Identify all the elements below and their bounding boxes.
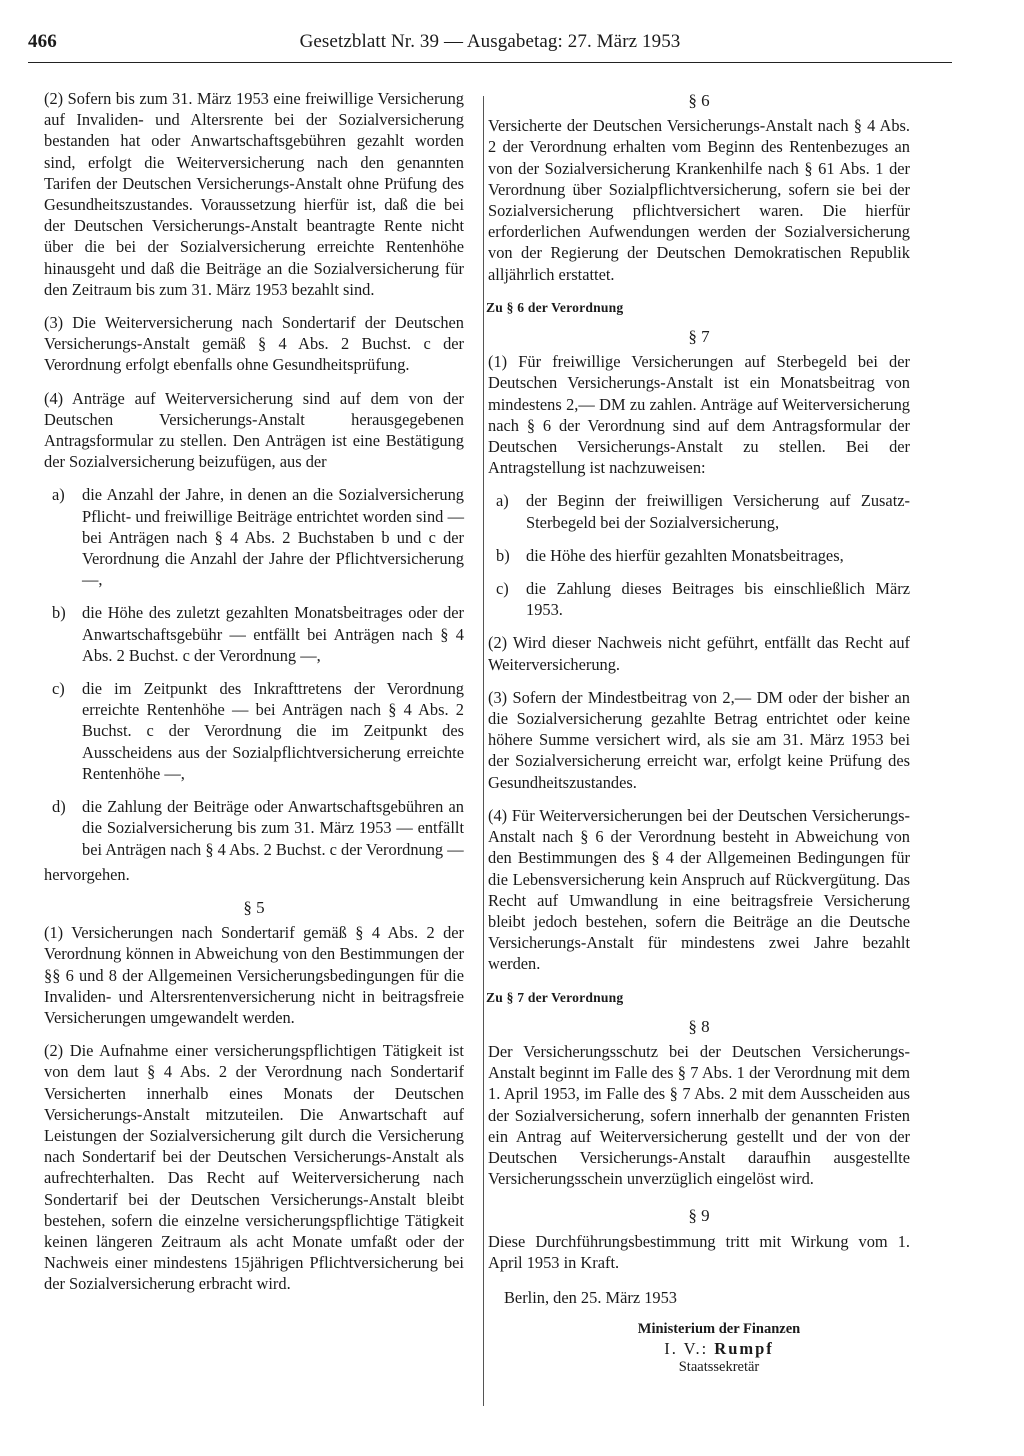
list-label: a) bbox=[52, 485, 65, 505]
subheading-zu-7: Zu § 7 der Verordnung bbox=[486, 989, 624, 1005]
list-text: der Beginn der freiwilligen Versicherung auf Zusatz-Sterbegeld bei der Sozialversicherung, bbox=[526, 491, 910, 532]
header-rule bbox=[28, 62, 952, 63]
paragraph-7-2: (2) Wird dieser Nachweis nicht geführt, entfällt das Recht auf Weiterversicherung. bbox=[488, 633, 910, 674]
list-text: die Zahlung dieses Beitrages bis einschließlich März 1953. bbox=[526, 579, 910, 620]
list-item bbox=[488, 545, 910, 566]
signer-name: Rumpf bbox=[714, 1339, 774, 1359]
right-column bbox=[488, 88, 910, 1377]
paragraph-7-3: (3) Sofern der Mindestbeitrag von 2,— DM oder der bisher an die Sozialversicherung gezahlte Betrag entrichtet oder keine höhere Summe versichert wird, als sie am 31. März 1953 bei der Sozialversicherung erreicht war, erfolgt keine Prüfung des Gesundheitszustandes. bbox=[488, 687, 910, 792]
paragraph-7-1: (1) Für freiwillige Versicherungen auf Sterbegeld bei der Deutschen Versicherungs-Anstalt ist ein Monatsbeitrag von mindestens 2,— DM zu zahlen. Anträge auf Weiterversicherung nach § 6 der Verordnung sind auf dem Antragsformular der Deutschen Versicherungs-Anstalt zu stellen. Bei der Antragstellung ist nachzuweisen: bbox=[488, 352, 910, 478]
list-text: die im Zeitpunkt des Inkrafttretens der Verordnung erreichte Rentenhöhe — bei Anträgen nach § 4 Abs. 2 Buchst. c der Verordnung die im Zeitpunkt des Ausscheidens aus der Sozialpflichtversicherung erreichte Rentenhöhe —, bbox=[82, 679, 464, 783]
ministry-name: Ministerium der Finanzen bbox=[637, 1321, 801, 1338]
section-heading-8: § 8 bbox=[688, 1016, 710, 1036]
place-date: Berlin, den 25. März 1953 bbox=[504, 1287, 677, 1307]
section-heading-9: § 9 bbox=[688, 1206, 710, 1226]
list-closing-text: hervorgehen. bbox=[44, 864, 130, 884]
list-label: a) bbox=[496, 491, 509, 511]
paragraph-6: Versicherte der Deutschen Versicherungs-Anstalt nach § 4 Abs. 2 der Verordnung erhalten vom Beginn des Rentenbezuges an von der Sozialversicherung Krankenhilfe nach § 61 Abs. 1 der Verordnung über Sozialpflichtversicherung, sofern sie bei der Sozialversicherung pflichtversichert waren. Die hierfür erforderlichen Aufwendungen werden der Sozialversicherung von der Regierung der Deutschen Demokratischen Republik alljährlich erstattet. bbox=[488, 116, 910, 284]
list-text: die Höhe des hierfür gezahlten Monatsbeitrages, bbox=[526, 545, 844, 565]
paragraph-9: Diese Durchführungsbestimmung tritt mit Wirkung vom 1. April 1953 in Kraft. bbox=[488, 1231, 910, 1272]
page-header bbox=[28, 28, 952, 56]
section-heading-5: § 5 bbox=[243, 897, 265, 917]
signer-line bbox=[528, 1339, 910, 1358]
paragraph-5-2: (2) Die Aufnahme einer versicherungspflichtigen Tätigkeit ist von dem laut § 4 Abs. 2 der Verordnung nach Sondertarif Versicherten innerhalb eines Monats der Deutschen Versicherungs-Anstalt mitzuteilen. Die Anwartschaft auf Leistungen der Sozialversicherung gilt durch die Versicherung nach Sondertarif bei der Deutschen Versicherungs-Anstalt als aufrechterhalten. Das Recht auf Weiterversicherung nach Sondertarif bei der Deutschen Versicherungs-Anstalt bleibt bestehen, sofern die einzelne versicherungspflichtige Tätigkeit keinen längeren Zeitraum als acht Monate umfaßt oder der Nachweis einer mindestens 15jährigen Pflichtversicherung bei der Sozialversicherung erbracht wird. bbox=[44, 1041, 464, 1294]
subheading-zu-6: Zu § 6 der Verordnung bbox=[486, 299, 624, 315]
list-label: b) bbox=[496, 545, 510, 565]
list-item bbox=[488, 578, 910, 620]
section-heading-6: § 6 bbox=[688, 91, 710, 110]
paragraph-5-1: (1) Versicherungen nach Sondertarif gemäß § 4 Abs. 2 der Verordnung können in Abweichung von den Bestimmungen der §§ 6 und 8 der Allgemeinen Versicherungsbedingungen für die Invaliden- und Altersrentenversicherung nicht in beitragsfreie Versicherungen umgewandelt werden. bbox=[44, 923, 464, 1027]
signer-rank: Staatssekretär bbox=[678, 1359, 760, 1376]
list-item bbox=[44, 796, 464, 860]
paragraph-7-4: (4) Für Weiterversicherungen bei der Deutschen Versicherungs-Anstalt nach § 6 der Verordnung besteht in Abweichung von den Bestimmungen des § 4 der Allgemeinen Bedingungen für die Lebensversicherung kein Anspruch auf Rückvergütung. Das Recht auf Umwandlung in eine beitragsfreie Versicherung bleibt jedoch bestehen, sofern die Beiträge an die Deutsche Versicherungs-Anstalt für mindestens zwei Jahre bezahlt werden. bbox=[488, 805, 910, 974]
section-heading-7: § 7 bbox=[688, 327, 710, 347]
left-column bbox=[44, 88, 464, 1307]
column-divider bbox=[483, 96, 484, 1406]
paragraph-4-3: (3) Die Weiterversicherung nach Sondertarif der Deutschen Versicherungs-Anstalt gemäß § 4 Abs. 2 Buchst. c der Verordnung erfolgt ebenfalls ohne Gesundheitsprüfung. bbox=[44, 313, 464, 375]
list-item bbox=[44, 678, 464, 784]
list-item bbox=[488, 490, 910, 532]
list-label: d) bbox=[52, 797, 66, 817]
signature-block bbox=[528, 1320, 910, 1377]
list-label: c) bbox=[52, 679, 65, 699]
paragraph-4-2: (2) Sofern bis zum 31. März 1953 eine freiwillige Versicherung auf Invaliden- und Altersrente bei der Sozialversicherung bestanden hat oder Anwartschaftsgebühren gezahlt worden sind, erfolgt die Weiterversicherung nach den genannten Tarifen der Deutschen Versicherungs-Anstalt ohne Prüfung des Gesundheitszustandes. Voraussetzung hierfür ist, daß die bei der Deutschen Versicherungs-Anstalt beantragte Rente nicht über die bei der Sozialversicherung erreichte Rentenhöhe hinausgeht und daß die Beiträge an die Sozialversicherung für den Zeitraum bis zum 31. März 1953 bezahlt sind. bbox=[44, 89, 464, 299]
paragraph-4-4: (4) Anträge auf Weiterversicherung sind auf dem von der Deutschen Versicherungs-Anstalt herausgegebenen Antragsformular zu stellen. Den Anträgen ist eine Bestätigung der Sozialversicherung beizufügen, aus der bbox=[44, 388, 464, 472]
page-number: 466 bbox=[28, 31, 57, 52]
list-label: c) bbox=[496, 579, 509, 599]
list-text: die Höhe des zuletzt gezahlten Monatsbeitrages oder der Anwartschaftsgebühr — entfällt bei Anträgen nach § 4 Abs. 2 Buchst. c der Verordnung —, bbox=[82, 603, 464, 665]
list-item bbox=[44, 602, 464, 666]
list-label: b) bbox=[52, 603, 66, 623]
header-title: Gesetzblatt Nr. 39 — Ausgabetag: 27. März 1953 bbox=[299, 31, 681, 52]
list-text: die Zahlung der Beiträge oder Anwartschaftsgebühren an die Sozialversicherung bis zum 31. März 1953 — entfällt bei Anträgen nach § 4 Abs. 2 Buchst. c der Verordnung — bbox=[82, 797, 464, 859]
paragraph-8: Der Versicherungsschutz bei der Deutschen Versicherungs-Anstalt beginnt im Falle des § 7 Abs. 1 der Verordnung mit dem 1. April 1953, im Falle des § 7 Abs. 2 mit dem Ausscheiden aus der Sozialversicherung, sofern innerhalb der genannten Fristen ein Antrag auf Weiterversicherung gestellt und der von der Deutschen Versicherungs-Anstalt daraufhin ausgestellte Versicherungsschein unverzüglich eingelöst wird. bbox=[488, 1041, 910, 1189]
on-behalf-label: I. V.: bbox=[664, 1339, 709, 1359]
list-text: die Anzahl der Jahre, in denen an die Sozialversicherung Pflicht- und freiwillige Beiträge entrichtet worden sind — bei Anträgen nach § 4 Abs. 2 Buchstaben b und c der Verordnung die Anzahl der Jahre der Pflichtversicherung —, bbox=[82, 485, 464, 590]
list-item bbox=[44, 484, 464, 590]
